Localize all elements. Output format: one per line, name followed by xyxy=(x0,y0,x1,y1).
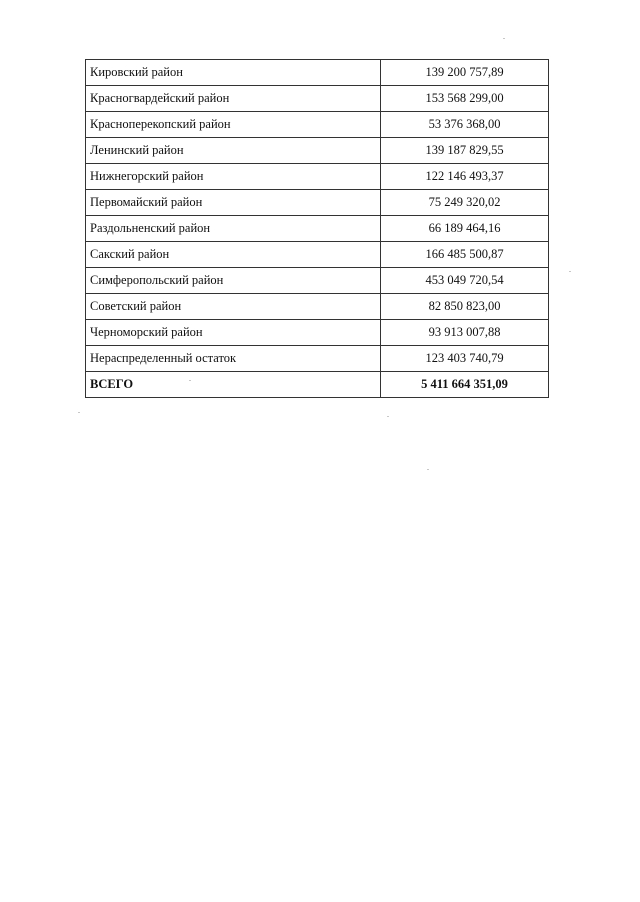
table-row xyxy=(86,190,549,216)
district-name: Красноперекопский район xyxy=(86,112,381,138)
district-amount: 122 146 493,37 xyxy=(381,164,549,190)
district-amount: 139 187 829,55 xyxy=(381,138,549,164)
table-row xyxy=(86,138,549,164)
table-row xyxy=(86,268,549,294)
district-name: Сакский район xyxy=(86,242,381,268)
district-amount: 123 403 740,79 xyxy=(381,346,549,372)
scan-speck xyxy=(78,412,80,413)
district-name: Черноморский район xyxy=(86,320,381,346)
table-row xyxy=(86,216,549,242)
table-row xyxy=(86,86,549,112)
table-row xyxy=(86,60,549,86)
district-name: Нераспределенный остаток xyxy=(86,346,381,372)
district-name: Симферопольский район xyxy=(86,268,381,294)
scan-speck xyxy=(189,380,191,381)
district-amount: 75 249 320,02 xyxy=(381,190,549,216)
district-amount: 82 850 823,00 xyxy=(381,294,549,320)
district-name: Ленинский район xyxy=(86,138,381,164)
table-row xyxy=(86,242,549,268)
district-name: Советский район xyxy=(86,294,381,320)
table-row xyxy=(86,112,549,138)
district-name: Красногвардейский район xyxy=(86,86,381,112)
scan-speck xyxy=(569,271,571,272)
district-amount: 453 049 720,54 xyxy=(381,268,549,294)
total-label: ВСЕГО xyxy=(86,372,381,398)
district-amount: 139 200 757,89 xyxy=(381,60,549,86)
district-amount: 53 376 368,00 xyxy=(381,112,549,138)
district-amount: 166 485 500,87 xyxy=(381,242,549,268)
district-amount: 153 568 299,00 xyxy=(381,86,549,112)
scan-speck xyxy=(387,416,389,417)
district-amount: 93 913 007,88 xyxy=(381,320,549,346)
scan-speck xyxy=(427,469,429,470)
table-row xyxy=(86,346,549,372)
district-name: Кировский район xyxy=(86,60,381,86)
total-amount: 5 411 664 351,09 xyxy=(381,372,549,398)
district-name: Нижнегорский район xyxy=(86,164,381,190)
table-row xyxy=(86,164,549,190)
table-row xyxy=(86,320,549,346)
total-row xyxy=(86,372,549,398)
table-row xyxy=(86,294,549,320)
scan-speck xyxy=(503,38,505,39)
district-name: Первомайский район xyxy=(86,190,381,216)
district-amount: 66 189 464,16 xyxy=(381,216,549,242)
district-allocation-table xyxy=(85,59,549,398)
district-name: Раздольненский район xyxy=(86,216,381,242)
